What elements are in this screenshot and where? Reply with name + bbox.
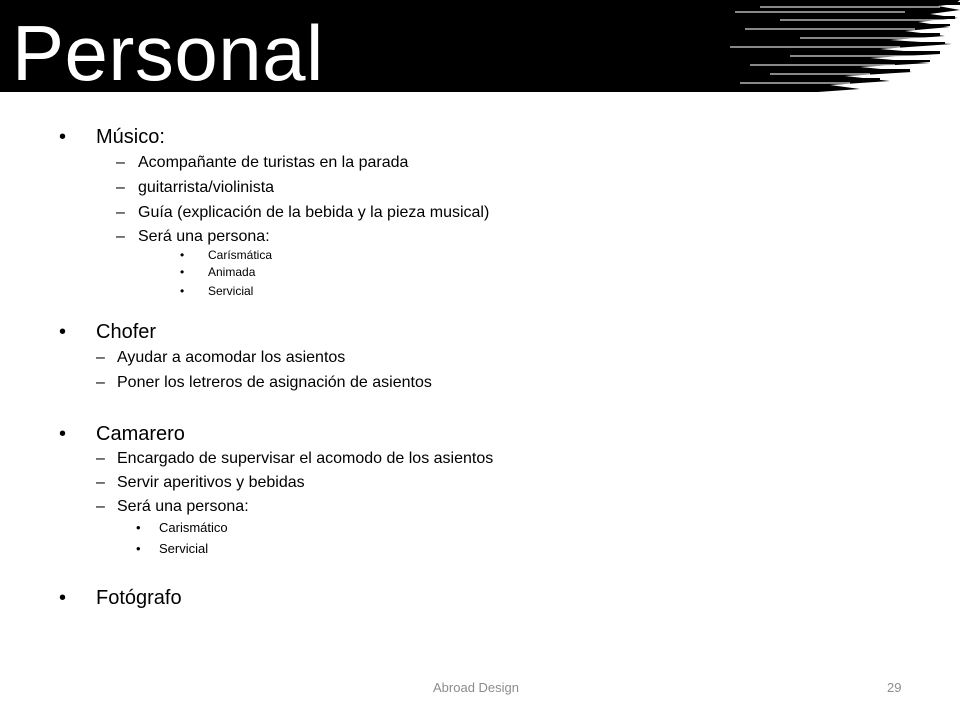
trait-text: Servicial: [159, 541, 209, 556]
trait-text: Servicial: [208, 284, 254, 298]
sub-item-text: Acompañante de turistas en la parada: [138, 154, 409, 171]
bullet-icon: •: [180, 284, 185, 298]
dash-icon: –: [96, 349, 105, 366]
list-item: [180, 264, 256, 280]
list-item: [96, 373, 432, 393]
dash-icon: –: [96, 450, 105, 467]
sub-item-text: Servir aperitivos y bebidas: [117, 474, 305, 491]
list-item: [136, 520, 228, 536]
trait-text: Carismático: [159, 520, 228, 535]
dash-icon: –: [96, 498, 105, 515]
dash-icon: –: [96, 474, 105, 491]
list-item: [116, 227, 270, 247]
bullet-icon: •: [59, 126, 67, 148]
list-item: [116, 153, 409, 173]
list-item: [59, 586, 182, 610]
bullet-icon: •: [180, 265, 185, 279]
list-item: [180, 283, 254, 299]
list-item: [96, 473, 305, 493]
section-label: Fotógrafo: [96, 587, 182, 609]
sub-item-text: Poner los letreros de asignación de asientos: [117, 374, 432, 391]
sub-item-text: guitarrista/violinista: [138, 179, 275, 196]
section-label: Músico:: [96, 126, 165, 148]
dash-icon: –: [116, 179, 125, 196]
section-label: Chofer: [96, 321, 157, 343]
bullet-icon: •: [136, 541, 141, 556]
bullet-icon: •: [180, 248, 185, 262]
list-item: [116, 203, 490, 223]
sub-item-text: Será una persona:: [138, 228, 270, 245]
sub-item-text: Guía (explicación de la bebida y la pieza musical): [138, 204, 490, 221]
dash-icon: –: [116, 154, 125, 171]
slide-title: Personal: [12, 9, 324, 97]
bullet-icon: •: [136, 520, 141, 535]
list-item: [116, 178, 275, 198]
dash-icon: –: [116, 228, 125, 245]
title-banner: [0, 0, 960, 100]
list-item: [59, 125, 165, 149]
sub-item-text: Encargado de supervisar el acomodo de los asientos: [117, 450, 494, 467]
list-item: [59, 320, 157, 344]
dash-icon: –: [96, 374, 105, 391]
bullet-icon: •: [59, 423, 67, 445]
list-item: [59, 422, 185, 446]
list-item: [136, 541, 209, 557]
sub-item-text: Será una persona:: [117, 498, 249, 515]
trait-text: Animada: [208, 265, 256, 279]
dash-icon: –: [116, 204, 125, 221]
bullet-icon: •: [59, 587, 67, 609]
page-number: 29: [887, 680, 902, 695]
list-item: [96, 497, 249, 517]
list-item: [96, 449, 494, 469]
sub-item-text: Ayudar a acomodar los asientos: [117, 349, 346, 366]
trait-text: Carísmática: [208, 248, 273, 262]
list-item: [96, 348, 346, 368]
footer-text: Abroad Design: [433, 680, 519, 695]
list-item: [180, 247, 273, 263]
bullet-icon: •: [59, 321, 67, 343]
section-label: Camarero: [96, 423, 185, 445]
